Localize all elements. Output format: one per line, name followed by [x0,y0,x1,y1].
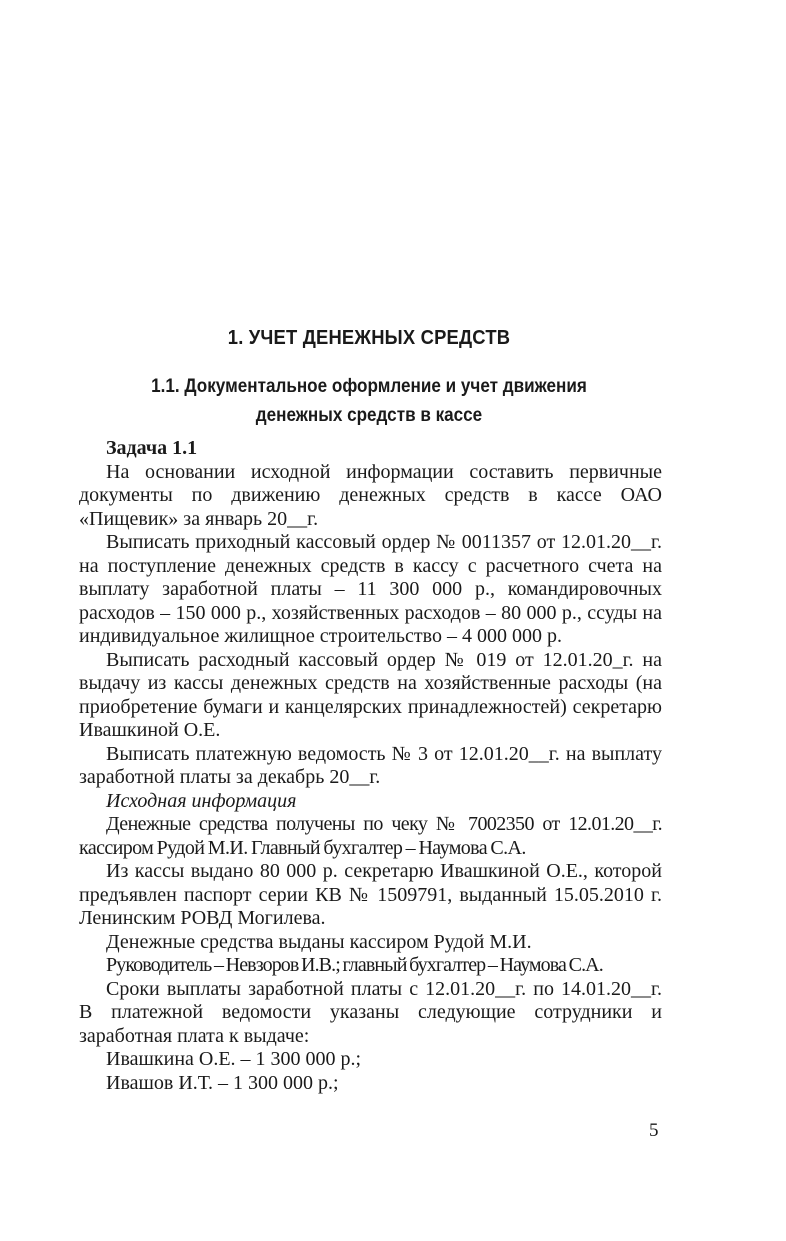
source-info-heading: Исходная информация [106,789,297,812]
paragraph-expense-order: Выписать расходный кассовый ордер № 019 от 12.01.20_г. на выдачу из кассы денежных средств на хозяйственные расходы (на приобретение бумаги и канцелярских принадлежностей) секретарю Ивашкиной О.Е. [79,648,662,741]
chapter-title: 1. УЧЕТ ДЕНЕЖНЫХ СРЕДСТВ [227,327,511,349]
paragraph-employee-1: Ивашкина О.Е. – 1 300 000 р.; [106,1048,362,1070]
section-title-line-2: денежных средств в кассе [255,405,483,426]
section-title-line-1: 1.1. Документальное оформление и учет движения [151,376,587,397]
paragraph-employee-2: Ивашов И.Т. – 1 300 000 р.; [106,1071,339,1094]
page-number: 5 [649,1120,659,1141]
body-text [79,437,662,1095]
paragraph-instructions: На основании исходной информации составить первичные документы по движению денежных средств в кассе ОАО «Пищевик» за январь 20__г. [79,460,662,530]
paragraph-management: Руководитель – Невзоров И.В.; главный бухгалтер – Наумова С.А. [106,954,603,976]
paragraph-payment-terms: Сроки выплаты заработной платы с 12.01.20__г. по 14.01.20__г. В платежной ведомости указаны следующие сотрудники и заработная плата к выдаче: [79,977,662,1047]
task-heading: Задача 1.1 [106,437,198,459]
section-title [37,372,701,430]
paragraph-cheque: Денежные средства получены по чеку № 7002350 от 12.01.20__г. кассиром Рудой М.И. Главный бухгалтер – Наумова С.А. [79,813,662,859]
paragraph-cashier: Денежные средства выданы кассиром Рудой М.И. [106,930,532,953]
paragraph-receipt-order: Выписать приходный кассовый ордер № 0011357 от 12.01.20__г. на поступление денежных средств в кассу с расчетного счета на выплату заработной платы – 11 300 000 р., командировочных расходов – 150 000 р., хозяйственных расходов – 80 000 р., ссуды на индивидуальное жилищное строительство – 4 000 000 р. [79,531,662,647]
paragraph-cash-issued: Из кассы выдано 80 000 р. секретарю Ивашкиной О.Е., которой предъявлен паспорт серии КВ № 1509791, выданный 15.05.2010 г. Ленинским РОВД Могилева. [79,860,662,929]
paragraph-payroll-statement: Выписать платежную ведомость № 3 от 12.01.20__г. на выплату заработной платы за декабрь 20__г. [79,742,662,788]
